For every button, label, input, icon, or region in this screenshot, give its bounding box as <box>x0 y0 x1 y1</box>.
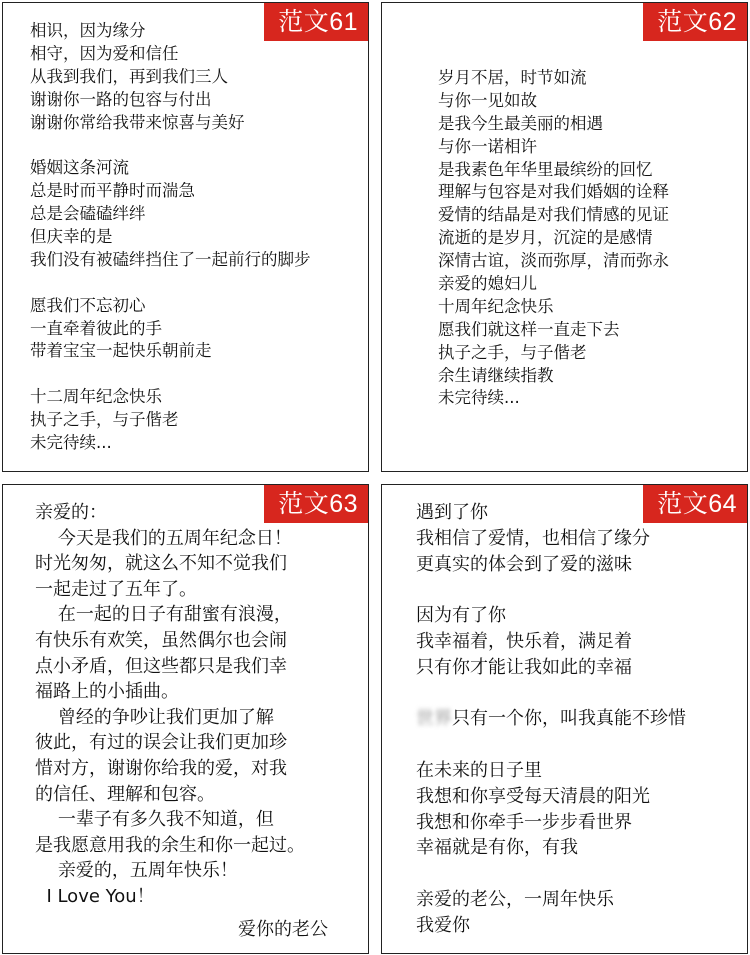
text-line: 带着宝宝一起快乐朝前走 <box>30 341 212 361</box>
text-line: 在一起的日子有甜蜜有浪漫， <box>35 604 292 626</box>
text-line: 我想和你牵手一步步看世界 <box>416 811 632 833</box>
essay-badge: 范文62 <box>643 3 747 41</box>
text-line: 我爱你 <box>416 914 470 936</box>
text-line <box>30 363 368 386</box>
text-line: 在未来的日子里 <box>416 759 542 781</box>
text-line: 我幸福着，快乐着，满足着 <box>416 630 632 652</box>
essay-badge: 范文64 <box>643 485 747 523</box>
text-line: 爱情的结晶是对我们情感的见证 <box>438 205 669 225</box>
signature: 爱你的老公 <box>238 919 328 940</box>
text-line: 余生请继续指教 <box>438 365 554 385</box>
text-line: 我们没有被磕绊挡住了一起前行的脚步 <box>30 249 311 269</box>
text-line <box>416 732 747 758</box>
text-line: 但庆幸的是 <box>30 227 113 247</box>
text-line: 曾经的争吵让我们更加了解 <box>35 706 274 728</box>
text-line: 理解与包容是对我们婚姻的诠释 <box>438 182 669 202</box>
text-line: 愿我们不忘初心 <box>30 295 146 315</box>
text-line: 执子之手，与子偕老 <box>30 410 179 430</box>
text-line: 与你一见如故 <box>438 90 537 110</box>
text-line: 幸福就是有你，有我 <box>416 837 578 859</box>
text-line: 我相信了爱情，也相信了缘分 <box>416 527 650 549</box>
text-line: 相守，因为爱和信任 <box>30 43 179 63</box>
essay-panel-63 <box>2 484 369 954</box>
text-line: 时光匆匆，就这么不知不觉我们 <box>35 553 287 575</box>
blurred-word: 世界 <box>416 708 452 730</box>
text-line: 执子之手，与子偕老 <box>438 342 587 362</box>
text-line-rest: 只有一个你，叫我真能不珍惜 <box>452 708 686 730</box>
text-line: 深情古谊，淡而弥厚，清而弥永 <box>438 251 669 271</box>
text-line: 更真实的体会到了爱的滋味 <box>416 553 632 575</box>
text-line: 亲爱的老公，一周年快乐 <box>416 888 614 910</box>
text-line: 岁月不居，时节如流 <box>438 68 587 87</box>
text-line: 未完待续... <box>438 388 520 408</box>
essay-text <box>438 67 747 410</box>
essay-badge: 范文63 <box>264 485 368 523</box>
essay-panel-64 <box>381 484 748 954</box>
text-line: 愿我们就这样一直走下去 <box>438 319 620 339</box>
text-line: 是我今生最美丽的相遇 <box>438 113 603 133</box>
text-line: 今天是我们的五周年纪念日！ <box>35 527 292 549</box>
text-line: 我想和你享受每天清晨的阳光 <box>416 785 650 807</box>
text-line: 十周年纪念快乐 <box>438 296 554 316</box>
text-line: 因为有了你 <box>416 605 506 627</box>
text-line: 十二周年纪念快乐 <box>30 387 162 407</box>
text-line <box>30 272 368 295</box>
text-line: 一直牵着彼此的手 <box>30 318 162 338</box>
text-line <box>416 861 747 887</box>
text-line: 亲爱的： <box>35 502 107 523</box>
text-line: 与你一诺相许 <box>438 136 537 156</box>
text-line: I Love You！ <box>35 885 155 907</box>
text-line <box>416 681 747 707</box>
text-line: 谢谢你一路的包容与付出 <box>30 89 212 109</box>
text-line: 是我愿意用我的余生和你一起过。 <box>35 834 305 856</box>
text-line: 只有你才能让我如此的幸福 <box>416 656 632 678</box>
text-line: 有快乐有欢笑，虽然偶尔也会闹 <box>35 629 287 651</box>
text-line: 总是会磕磕绊绊 <box>30 204 146 224</box>
text-line: 相识，因为缘分 <box>30 21 146 40</box>
text-line: 流逝的是岁月，沉淀的是感情 <box>438 228 653 248</box>
essay-text <box>416 500 747 939</box>
text-line: 的信任、理解和包容。 <box>35 783 215 805</box>
essay-badge: 范文61 <box>264 3 368 41</box>
text-line: 谢谢你常给我带来惊喜与美好 <box>30 112 245 132</box>
text-line: 彼此，有过的误会让我们更加珍 <box>35 732 287 754</box>
text-line: 婚姻这条河流 <box>30 158 129 178</box>
essay-panel-61 <box>2 2 369 472</box>
text-line: 亲爱的，五周年快乐！ <box>35 860 238 882</box>
text-line: 惜对方，谢谢你给我的爱，对我 <box>35 757 287 779</box>
text-line: 福路上的小插曲。 <box>35 681 179 703</box>
text-line: 未完待续... <box>30 433 112 453</box>
text-line: 是我素色年华里最缤纷的回忆 <box>438 159 653 179</box>
essay-panel-62 <box>381 2 748 472</box>
essay-text <box>30 20 368 455</box>
text-line: 总是时而平静时而湍急 <box>30 181 195 201</box>
essay-text <box>35 500 368 910</box>
blurred-line <box>416 706 747 732</box>
text-line: 从我到我们，再到我们三人 <box>30 66 228 86</box>
text-line: 点小矛盾，但这些都只是我们幸 <box>35 655 287 677</box>
text-line: 亲爱的媳妇儿 <box>438 274 537 294</box>
text-line: 一辈子有多久我不知道，但 <box>35 809 274 831</box>
text-line <box>416 577 747 603</box>
text-line: 遇到了你 <box>416 502 488 523</box>
text-line <box>30 134 368 157</box>
text-line: 一起走过了五年了。 <box>35 578 197 600</box>
